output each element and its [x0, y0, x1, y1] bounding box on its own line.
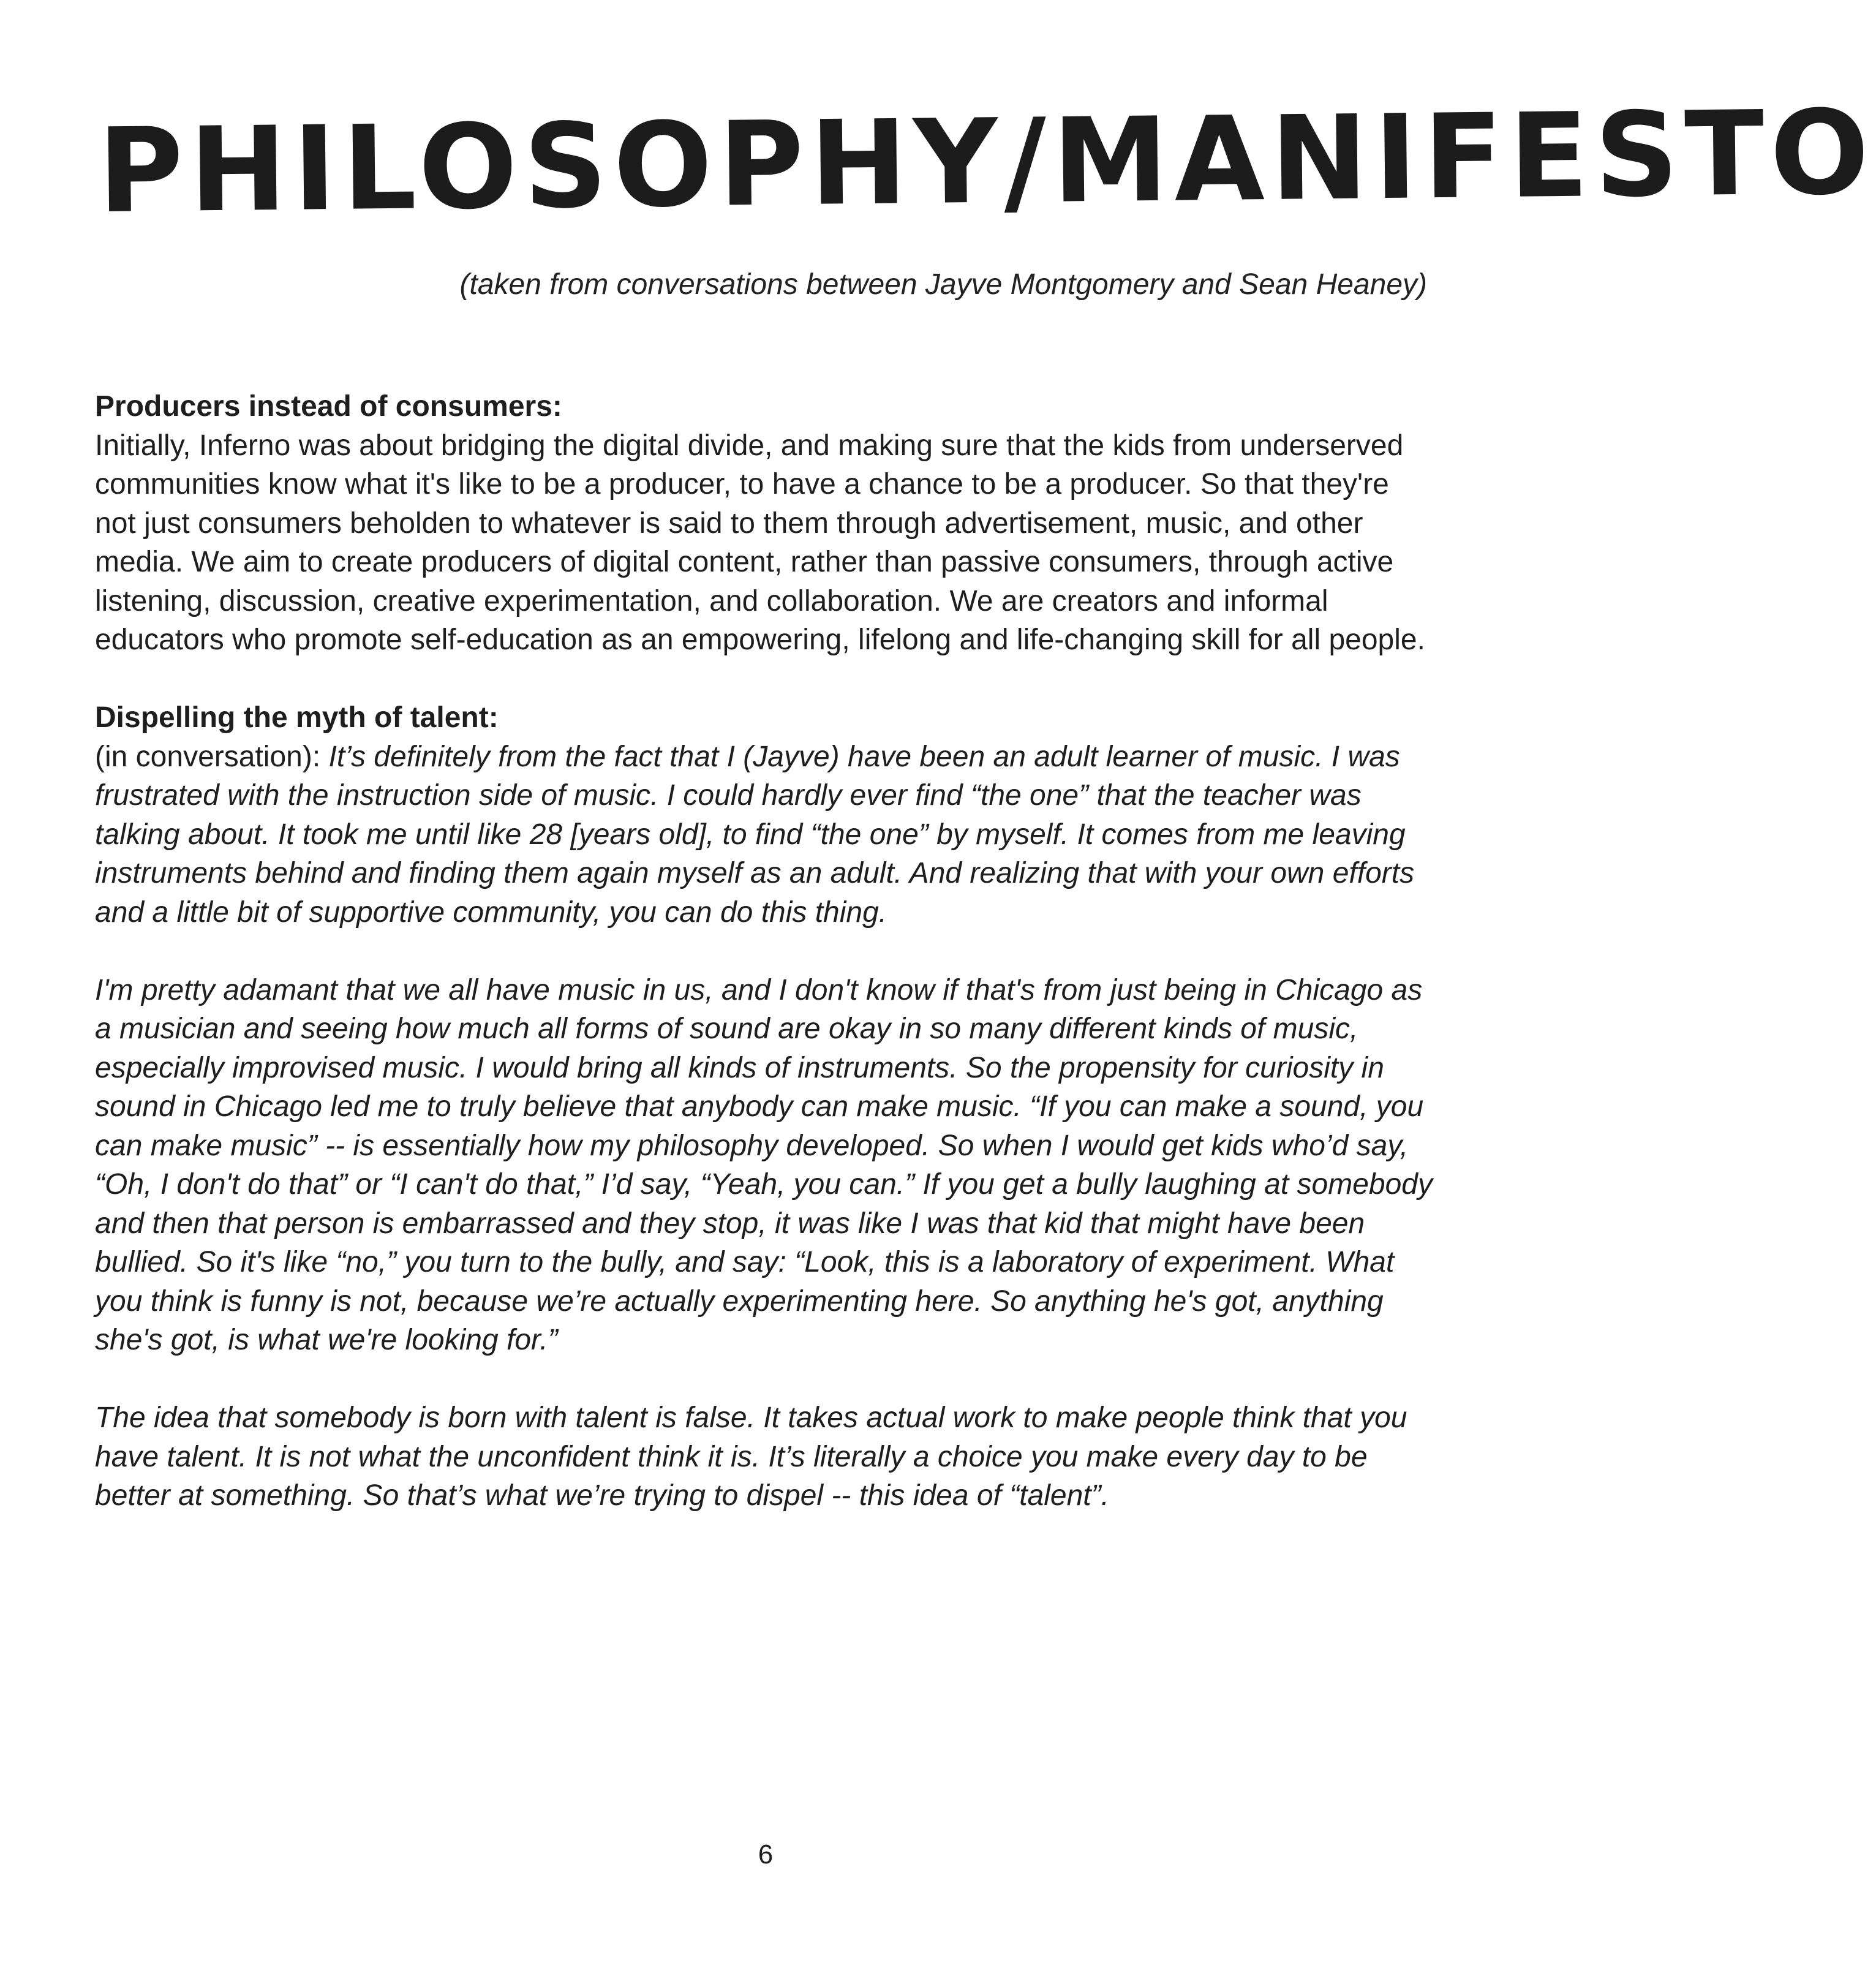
page-number: 6: [758, 1840, 774, 1870]
conversation-quote: It’s definitely from the fact that I (Jayve) have been an adult learner of music. I was frustrated with the instruction side of music. I could hardly ever find “the one” that the teacher was talking about. It took me until like 28 [years old], to find “the one” by myself. It comes from me leaving instruments behind and finding them again myself as an adult. And realizing that with your own efforts and a little bit of supportive community, you can do this thing.: [95, 740, 1415, 929]
page-content: [95, 387, 1436, 1554]
talent-paragraph: I'm pretty adamant that we all have music in us, and I don't know if that's from just being in Chicago as a musician and seeing how much all forms of sound are okay in so many different kinds of music, especially improvised music. I would bring all kinds of instruments. So the propensity for curiosity in sound in Chicago led me to truly believe that anybody can make music. “If you can make a sound, you can make music” -- is essentially how my philosophy developed. So when I would get kids who’d say, “Oh, I don't do that” or “I can't do that,” I’d say, “Yeah, you can.” If you get a bully laughing at somebody and then that person is embarrassed and they stop, it was like I was that kid that might have been bullied. So it's like “no,” you turn to the bully, and say: “Look, this is a laboratory of experiment. What you think is funny is not, because we’re actually experimenting here. So anything he's got, anything she's got, is what we're looking for.”: [95, 973, 1433, 1356]
section-talent: [95, 698, 1436, 932]
section-body: Initially, Inferno was about bridging the digital divide, and making sure that the kids from underserved communities know what it's like to be a producer, to have a chance to be a producer. So that they're not just consumers beholden to whatever is said to them through advertisement, music, and other media. We aim to create producers of digital content, rather than passive consumers, through active listening, discussion, creative experimentation, and collaboration. We are creators and informal educators who promote self-education as an empowering, lifelong and life-changing skill for all people.: [95, 429, 1425, 656]
conversation-lead: (in conversation):: [95, 740, 329, 773]
page-subtitle: (taken from conversations between Jayve Montgomery and Sean Heaney): [459, 268, 1427, 301]
section-heading: Producers instead of consumers:: [95, 390, 562, 423]
page-title: PHILOSOPHY/MANIFESTO: [97, 85, 1876, 239]
section-heading: Dispelling the myth of talent:: [95, 701, 499, 734]
section-producers: [95, 387, 1436, 660]
talent-paragraph: The idea that somebody is born with talent is false. It takes actual work to make people think that you have talent. It is not what the unconfident think it is. It’s literally a choice you make every day to be better at something. So that’s what we’re trying to dispel -- this idea of “talent”.: [95, 1402, 1407, 1512]
